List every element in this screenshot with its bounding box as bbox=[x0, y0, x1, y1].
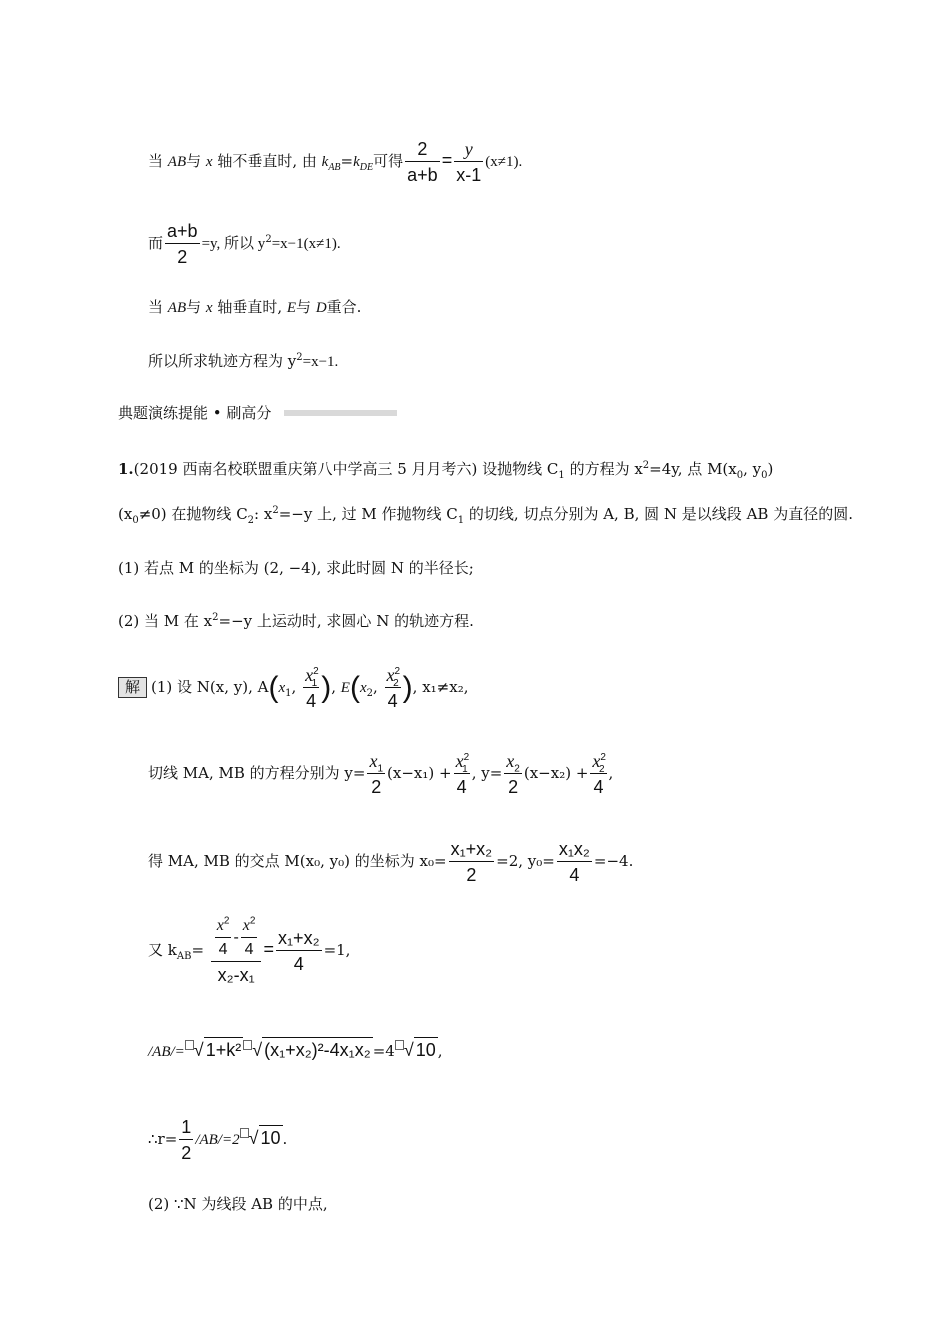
question-1-line-1: 1.(2019 西南名校联盟重庆第八中学高三 5 月月考六) 设抛物线 $C_1$ 的方程为 $x^2=4y$, 点 $M(x_0$, $y_0$) bbox=[118, 460, 774, 481]
compound-fraction: $\frac{x^2}{4}$ - $\frac{x^2}{4}$ x₂-x₁ bbox=[211, 918, 262, 984]
fraction: $\frac{\text{x₁+x₂}}{4}$ bbox=[277, 928, 320, 974]
question-part-2: (2) 当 M 在 $x^2=-y$ 上运动时, 求圆心 N 的轨迹方程. bbox=[118, 612, 474, 630]
placeholder-box-icon bbox=[240, 1128, 249, 1138]
fraction: $\frac{2}{a+b}$ bbox=[407, 139, 438, 185]
slope-kab: 又 $k_{AB}=$ $\frac{x^2}{4}$ - $\frac{x^2}{4}$ x₂-x₁ = $\frac{\text{x₁+x₂}}{4}$ =1, bbox=[148, 915, 351, 985]
line-2: 而 $\frac{a+b}{2}$ =y, 所以 $y^2=x-1(x\ne 1)$. bbox=[148, 221, 341, 267]
fraction: $\frac{y}{x-1}$ bbox=[456, 139, 482, 185]
section-title: 典题演练提能 • 刷高分 bbox=[118, 404, 272, 422]
solution-line-1: 解 (1) 设 N(x, y), $A(x_1$, $\frac{x^2_1}{4}$ ), $E(x_2$, $\frac{x^2_2}{4}$ ), x₁≠x₂, bbox=[118, 666, 469, 710]
line-4: 所以所求轨迹方程为 $y^2=x-1$. bbox=[148, 352, 339, 370]
fraction: $\frac{x_1}{2}$ bbox=[369, 751, 384, 797]
chord-length: /AB/= √ 1+k² √ (x₁+x₂)²-4x₁x₂ =4 √ 10 , bbox=[148, 1040, 443, 1060]
placeholder-box-icon bbox=[243, 1040, 252, 1050]
fraction: $\frac{x^2_2}{4}$ bbox=[592, 751, 606, 797]
solution-part-2: (2) ∵N 为线段 AB 的中点, bbox=[148, 1195, 328, 1213]
fraction: $\frac{1}{2}$ bbox=[181, 1117, 192, 1163]
fraction: $\frac{x^2_1}{4}$ bbox=[455, 751, 470, 797]
intersection-point: 得 MA, MB 的交点 M(x₀, y₀) 的坐标为 x₀= $\frac{\text{x₁+x₂}}{2}$ =2, y₀= $\frac{\text{x₁x₂}}{4}$ =−4. bbox=[148, 839, 634, 885]
fraction: $\frac{x^2_2}{4}$ bbox=[386, 665, 401, 711]
line-1: 当 AB与 x 轴不垂直时, 由 $k_{AB}=k_{DE}$可得 $\frac{2}{a+b}$ = $\frac{y}{x-1}$ (x≠1). bbox=[148, 139, 523, 185]
tangent-equations: 切线 MA, MB 的方程分别为 y= $\frac{x_1}{2}$ (x−x₁) + $\frac{x^2_1}{4}$ , y= $\frac{x_2}{2}$ (x−x₂) + $\frac{x^2_2}{4}$ , bbox=[148, 751, 614, 797]
question-part-1: (1) 若点 M 的坐标为 (2, −4), 求此时圆 N 的半径长; bbox=[118, 559, 474, 577]
fraction: $\frac{\text{x₁+x₂}}{2}$ bbox=[450, 839, 493, 885]
placeholder-box-icon bbox=[185, 1040, 194, 1050]
fraction: $\frac{\text{x₁x₂}}{4}$ bbox=[558, 839, 590, 885]
fraction: $\frac{x_2}{2}$ bbox=[506, 751, 520, 797]
line-3: 当 AB与 x 轴垂直时, E与 D重合. bbox=[148, 298, 362, 316]
solution-label: 解 bbox=[118, 677, 147, 698]
radius: ∴r= $\frac{1}{2}$ /AB/=2 √ 10 . bbox=[148, 1117, 288, 1163]
fraction: $\frac{a+b}{2}$ bbox=[167, 221, 198, 267]
question-1-line-2: $(x_0\ne 0)$ 在抛物线 $C_2$: $x^2=-y$ 上, 过 M 作抛物线 $C_1$ 的切线, 切点分别为 A, B, 圆 N 是以线段 AB 为直径的圆. bbox=[118, 505, 853, 526]
section-divider bbox=[284, 410, 397, 416]
placeholder-box-icon bbox=[395, 1040, 404, 1050]
fraction: $\frac{x^2_1}{4}$ bbox=[305, 665, 319, 711]
